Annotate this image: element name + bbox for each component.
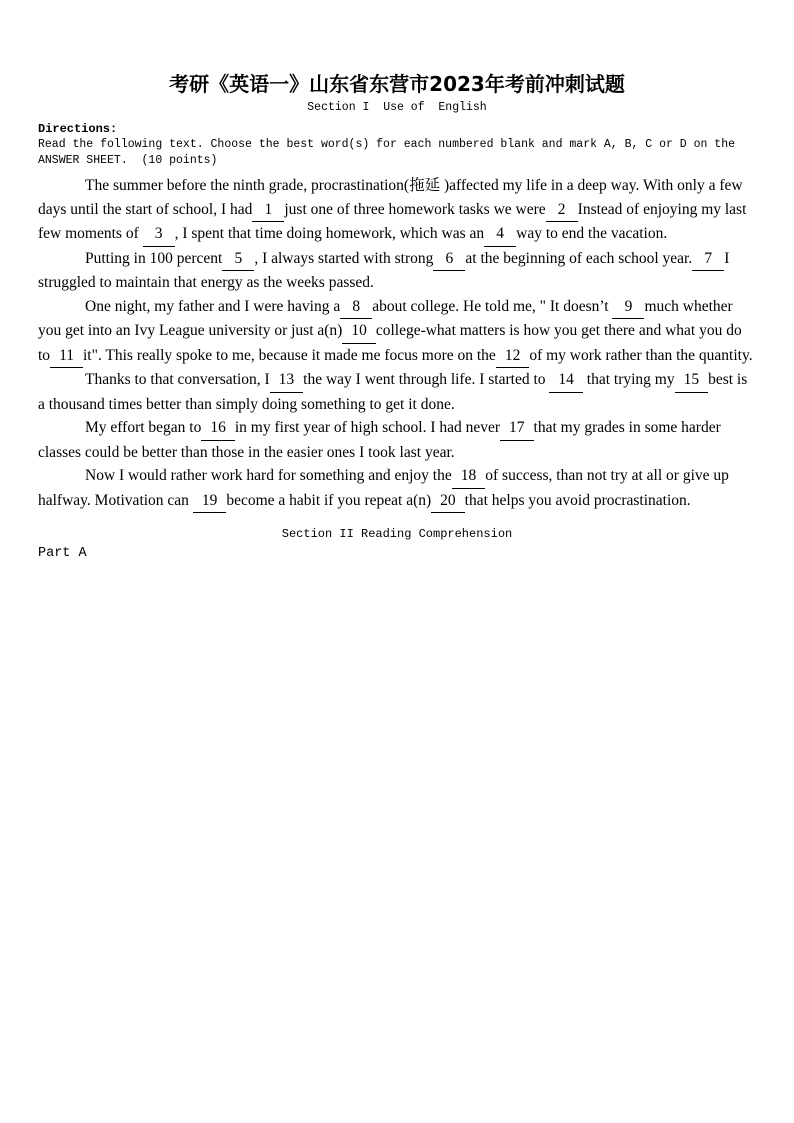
cloze-blank-11: 11	[50, 344, 83, 369]
passage-paragraph: Thanks to that conversation, I 13 the way I went through life. I started to 14 that trying my 15 best is a thousand times better than simply doing something to get it done.	[38, 368, 756, 416]
cloze-blank-20: 20	[431, 489, 465, 514]
part-a-label: Part A	[38, 546, 87, 561]
cloze-blank-13: 13	[270, 368, 304, 393]
cloze-blank-4: 4	[484, 222, 516, 247]
passage-paragraph: One night, my father and I were having a 8 about college. He told me, " It doesn’t 9 much whether you get into an Ivy League university or just a(n) 10 college-what matters is how you get there and what you do to 11 it". This really spoke to me, because it made me focus more on the 12 of my work rather than the quantity.	[38, 295, 756, 369]
cloze-blank-2: 2	[546, 198, 578, 223]
passage-paragraph: Putting in 100 percent 5 , I always started with strong 6 at the beginning of each school year. 7 I struggled to maintain that energy as the weeks passed.	[38, 247, 756, 295]
section2-heading: Section II Reading Comprehension	[281, 527, 513, 541]
passage-paragraph: Now I would rather work hard for something and enjoy the 18 of success, than not try at all or give up halfway. Motivation can 19 become a habit if you repeat a(n) 20 that helps you avoid procrastination.	[38, 464, 756, 513]
section1-heading: Section I Use of English	[307, 101, 487, 114]
cloze-blank-18: 18	[452, 464, 486, 489]
passage-paragraph: My effort began to 16 in my first year of high school. I had never 17 that my grades in some harder classes could be better than those in the easier ones I took last year.	[38, 416, 756, 464]
cloze-blank-19: 19	[193, 489, 227, 514]
cloze-passage	[38, 174, 756, 513]
passage-paragraph: The summer before the ninth grade, procrastination(拖延 )affected my life in a deep way. With only a few days until the start of school, I had 1 just one of three homework tasks we were 2 Instead of enjoying my last few moments of 3 , I spent that time doing homework, which was an 4 way to end the vacation.	[38, 174, 756, 247]
directions-label: Directions:	[38, 122, 118, 136]
cloze-blank-14: 14	[549, 368, 583, 393]
cloze-blank-16: 16	[201, 416, 235, 441]
cloze-blank-8: 8	[340, 295, 372, 320]
cloze-blank-7: 7	[692, 247, 724, 272]
cloze-blank-15: 15	[675, 368, 709, 393]
cloze-blank-3: 3	[143, 222, 175, 247]
cloze-blank-10: 10	[342, 319, 376, 344]
page-title: 考研《英语一》山东省东营市2023年考前冲刺试题	[169, 72, 625, 96]
cloze-blank-6: 6	[433, 247, 465, 272]
directions-text: Read the following text. Choose the best word(s) for each numbered blank and mark A, B, C or D on the ANSWER SHEET. (10 points)	[38, 138, 742, 167]
cloze-blank-12: 12	[496, 344, 530, 369]
cloze-blank-1: 1	[252, 198, 284, 223]
cloze-blank-17: 17	[500, 416, 534, 441]
cloze-blank-5: 5	[222, 247, 254, 272]
cloze-blank-9: 9	[612, 295, 644, 320]
